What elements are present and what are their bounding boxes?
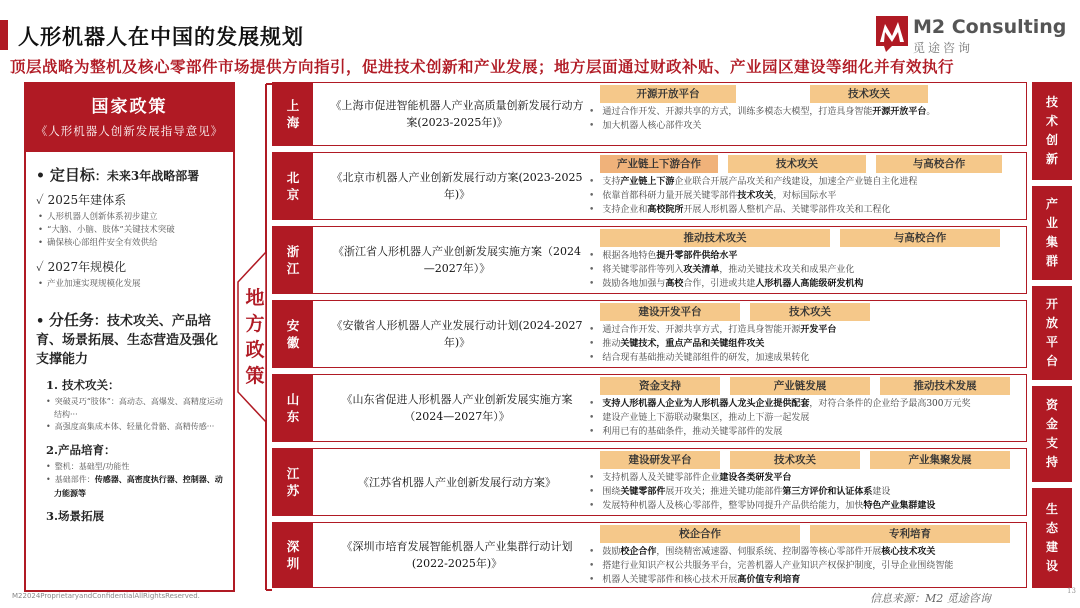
bold-span: 支持人形机器人企业为人形机器人龙头企业提供配套 <box>602 399 810 409</box>
text-span: 通过合作开发、开源共享方式，打造具身智能开源 <box>602 325 801 335</box>
goals-2025-list <box>36 211 226 250</box>
province-row-shenzhen <box>272 522 1027 588</box>
bullet-list <box>589 249 1019 291</box>
list-item <box>589 249 1019 263</box>
year-2025-heading <box>36 191 226 208</box>
title-accent-bar <box>0 20 8 50</box>
list-item <box>589 337 1019 351</box>
tag-badge: 技术攻关 <box>750 303 870 321</box>
list-item: • “大脑、小脑、肢体”关键技术突破 <box>46 224 226 237</box>
bold-span: 建设各类研发平台 <box>719 473 792 483</box>
tag-badge: 推动技术攻关 <box>600 229 830 247</box>
category-funding-support: 资金支持 <box>1032 386 1072 482</box>
bullet-list <box>589 175 1019 217</box>
source-note: 信息来源：M2 觅途咨询 <box>870 592 991 605</box>
list-item <box>589 397 1019 411</box>
category-industry-cluster: 产业集群 <box>1032 186 1072 280</box>
plan-title: 《北京市机器人产业创新发展行动方案(2023-2025年)》 <box>331 171 583 201</box>
list-item: • 突破灵巧“肢体”：高动态、高爆发、高精度运动结构··· <box>54 396 226 421</box>
page-subtitle: 顶层战略为整机及核心零部件市场提供方向指引，促进技术创新和产业发展；地方层面通过财政补贴、产业园区建设等细化并有效执行 <box>10 57 955 76</box>
tag-badge: 技术攻关 <box>810 85 928 103</box>
bullet-list <box>589 545 1019 587</box>
text-span: 依靠首都科研力量开展关键零部件 <box>602 191 738 201</box>
bullet-list <box>589 323 1019 365</box>
year-2027-label: 2027年规模化 <box>47 260 127 274</box>
bold-span: 开源开放平台 <box>872 107 927 117</box>
bold-span: 核心技术攻关 <box>881 547 936 557</box>
list-item: • 产业加速实现规模化发展 <box>46 278 226 291</box>
task-1-list <box>36 396 226 434</box>
task-2-heading: 2.产品培育： <box>46 442 116 457</box>
bold-span: 产业链上下游 <box>620 177 675 187</box>
list-item <box>589 411 1019 425</box>
text-span: 发展特种机器人及核心零部件，整零协同提升产品供给能力，加快 <box>602 501 864 511</box>
plan-title: 《江苏省机器人产业创新发展行动方案》 <box>358 475 556 489</box>
text-span: ，对标国际水平 <box>773 191 837 201</box>
province-row-jiangsu <box>272 448 1027 516</box>
province-label: 上海 <box>273 83 313 145</box>
text-span: 推动 <box>602 339 621 349</box>
list-item-bold: 传感器、高密度执行器、控制器、动力能源等 <box>54 474 223 498</box>
text-span: 企业联合开展产品攻关和产线建设，加速全产业链自主化进程 <box>674 177 918 187</box>
text-span: ，对符合条件的企业给予最高300万元奖 <box>809 399 971 409</box>
text-span: 通过合作开发、开源共享的方式，训练多模态大模型，打造具身智能 <box>602 107 873 117</box>
province-label: 江苏 <box>273 449 313 515</box>
tag-badge: 校企合作 <box>600 525 800 543</box>
tag-badge: 与高校合作 <box>840 229 1000 247</box>
list-item <box>589 351 1019 365</box>
list-item: • 确保核心部组件安全有效供给 <box>46 237 226 250</box>
bold-span: 特色产业集群建设 <box>863 501 936 511</box>
text-span: 加大机器人核心部件攻关 <box>602 121 702 131</box>
province-label: 山东 <box>273 375 313 441</box>
list-item <box>589 471 1019 485</box>
text-span: 结合现有基础推动关键部组件的研发，加速成果转化 <box>602 353 810 363</box>
bullet-list <box>589 397 1019 439</box>
text-span: 鼓励各地加强与 <box>602 279 666 289</box>
tag-badge: 资金支持 <box>600 377 720 395</box>
logo-name: M2 Consulting <box>913 16 1067 38</box>
goal-heading <box>36 164 226 185</box>
category-ecosystem: 生态建设 <box>1032 488 1072 588</box>
task-prefix: 分任务 <box>48 311 94 329</box>
national-policy-doc: 《人形机器人创新发展指导意见》 <box>35 124 224 138</box>
province-label: 北京 <box>273 153 313 219</box>
tag-badge: 技术攻关 <box>730 451 860 469</box>
text-span: 展开攻关；推进关键功能部件 <box>665 487 783 497</box>
list-item <box>589 499 1019 513</box>
text-span: 鼓励 <box>602 547 621 557</box>
bullet-dot-icon: • <box>36 168 50 184</box>
goals-2027-list <box>36 278 226 291</box>
bold-span: 开发平台 <box>800 325 837 335</box>
tag-badge: 开源开放平台 <box>600 85 736 103</box>
task-text: ：技术攻关、产品培育、场景拓展、生态营造及强化支撑能力 <box>36 314 219 367</box>
province-row-beijing <box>272 152 1027 220</box>
bold-span: 第三方评价和认证体系 <box>782 487 873 497</box>
text-span: 将关键零部件等列入 <box>602 265 684 275</box>
plan-title: 《深圳市培育发展智能机器人产业集群行动计划(2022-2025年)》 <box>341 540 573 570</box>
bold-span: 关键技术，重点产品和关键组件攻关 <box>620 339 765 349</box>
local-policy-label: 地方政策 <box>245 287 265 387</box>
bold-span: 校企合作 <box>620 547 657 557</box>
company-logo <box>864 12 1067 56</box>
province-label: 浙江 <box>273 227 313 293</box>
text-span: 开展人形机器人整机产品、关键零部件攻关和工程化 <box>683 205 891 215</box>
bullet-list <box>589 105 1019 133</box>
national-policy-header <box>24 82 235 152</box>
list-item-prefix: 基础部件： <box>54 475 95 484</box>
page-title: 人形机器人在中国的发展规划 <box>18 24 304 49</box>
text-span: ，围绕精密减速器、伺服系统、控制器等核心零部件开展 <box>656 547 882 557</box>
task-3-heading: 3.场景拓展 <box>46 509 105 523</box>
bold-span: 高校 <box>665 279 684 289</box>
list-item <box>589 189 1019 203</box>
province-label: 深圳 <box>273 523 313 587</box>
task-heading <box>36 311 226 369</box>
m2-logo-icon <box>876 16 908 52</box>
list-item <box>589 425 1019 439</box>
check-icon: ✓ <box>36 260 48 274</box>
goal-text: ：未来3年战略部署 <box>94 169 200 183</box>
bold-span: 关键零部件 <box>620 487 666 497</box>
check-icon: ✓ <box>36 193 48 207</box>
text-span: 支持 <box>602 177 621 187</box>
year-2025-label: 2025年建体系 <box>47 193 127 207</box>
list-item: • 整机：基础型/功能性 <box>54 461 226 474</box>
list-item: • 人形机器人创新体系初步建立 <box>46 211 226 224</box>
bold-span: 人形机器人高能级研发机构 <box>755 279 864 289</box>
year-2027-heading <box>36 258 226 275</box>
bold-span: 技术攻关 <box>737 191 774 201</box>
tag-badge: 产业链发展 <box>730 377 870 395</box>
page-number: 13 <box>1067 587 1076 595</box>
bold-span: 提升零部件供给水平 <box>656 251 738 261</box>
text-span: 合作，引进或共建 <box>683 279 756 289</box>
text-span: 利用已有的基础条件，推动关键零部件的发展 <box>602 427 783 437</box>
list-item <box>54 473 226 500</box>
plan-title: 《安徽省人形机器人产业发展行动计划(2024-2027年)》 <box>331 319 583 349</box>
tag-badge: 推动技术发展 <box>880 377 1010 395</box>
goal-prefix: 定目标 <box>49 166 95 184</box>
bullet-dot-icon: • <box>36 314 49 329</box>
text-span: 搭建行业知识产权公共服务平台，完善机器人产业知识产权保护制度，引导企业围绕智能 <box>602 561 954 571</box>
text-span: 建设 <box>872 487 891 497</box>
text-span: 根据各地特色 <box>602 251 657 261</box>
tag-badge: 技术攻关 <box>728 155 866 173</box>
list-item <box>589 105 1019 119</box>
list-item <box>589 573 1019 587</box>
list-item <box>589 175 1019 189</box>
province-row-anhui <box>272 300 1027 368</box>
list-item <box>589 119 1019 133</box>
copyright-note: M22024ProprietaryandConfidentialAllRightsReserved. <box>12 592 200 600</box>
text-span: 支持企业和 <box>602 205 648 215</box>
text-span: 建设产业链上下游联动聚集区，推动上下游一起发展 <box>602 413 810 423</box>
category-open-platform: 开放平台 <box>1032 286 1072 380</box>
province-row-zhejiang <box>272 226 1027 294</box>
text-span: 围绕 <box>602 487 621 497</box>
list-item <box>589 545 1019 559</box>
list-item <box>589 559 1019 573</box>
province-row-shandong <box>272 374 1027 442</box>
bold-span: 攻关清单 <box>683 265 720 275</box>
plan-title: 《浙江省人形机器人产业创新发展实施方案（2024—2027年）》 <box>333 245 581 275</box>
tag-badge: 产业链上下游合作 <box>600 155 718 173</box>
bold-span: 高校院所 <box>647 205 684 215</box>
tag-badge: 建设开发平台 <box>600 303 740 321</box>
province-label: 安徽 <box>273 301 313 367</box>
national-policy-title: 国家政策 <box>91 97 168 117</box>
province-row-shanghai <box>272 82 1027 146</box>
list-item <box>589 203 1019 217</box>
list-item <box>589 277 1019 291</box>
list-item: • 高强度高集成本体、轻量化骨骼、高精传感··· <box>54 421 226 434</box>
text-span: 机器人关键零部件和核心技术开展 <box>602 575 738 585</box>
logo-subname: 觅途咨询 <box>913 41 974 55</box>
bullet-list <box>589 471 1019 513</box>
tag-badge: 产业集聚发展 <box>870 451 1010 469</box>
text-span: ，推动关键技术攻关和成果产业化 <box>719 265 855 275</box>
tag-badge: 建设研发平台 <box>600 451 720 469</box>
tag-badge: 与高校合作 <box>876 155 1002 173</box>
national-policy-body <box>36 164 226 527</box>
task-1-heading: 1. 技术攻关： <box>46 378 120 392</box>
plan-title: 《山东省促进人形机器人产业创新发展实施方案（2024—2027年）》 <box>341 393 573 423</box>
list-item <box>589 263 1019 277</box>
list-item <box>589 485 1019 499</box>
category-tech-innovation: 技术创新 <box>1032 82 1072 180</box>
text-span: 。 <box>926 107 936 117</box>
text-span: 支持机器人及关键零部件企业 <box>602 473 720 483</box>
tag-badge: 专利培育 <box>810 525 1010 543</box>
plan-title: 《上海市促进智能机器人产业高质量创新发展行动方案(2023-2025年)》 <box>330 99 584 129</box>
list-item <box>589 323 1019 337</box>
task-2-list <box>36 461 226 501</box>
bold-span: 高价值专利培育 <box>737 575 801 585</box>
